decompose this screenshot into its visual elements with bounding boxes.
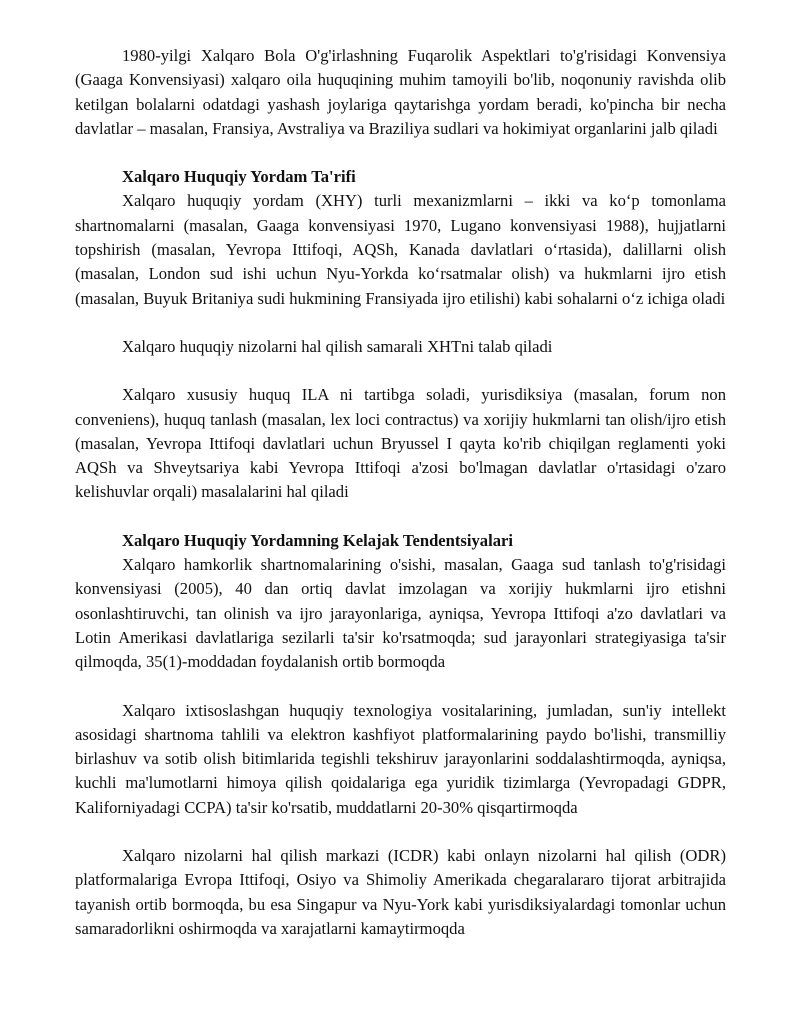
- paragraph-dispute-resolution: Xalqaro huquqiy nizolarni hal qilish samarali XHTni talab qiladi: [122, 336, 553, 356]
- paragraph-legal-technology: Xalqaro ixtisoslashgan huquqiy texnologiya vositalarining, jumladan, sun'iy intellekt asosidagi shartnoma tahlili va elektron kashfiyot platformalarining paydo bo'lishi, transmilliy birlashuv va sotib olish bitimlarida tegishli tekshiruv jarayonlarini soddalashtirmoqda, ayniqsa, kuchli ma'lumotlarni himoya qilish qoidalariga ega yuridik tizimlarga (Yevropadagi GDPR, Kaliforniyadagi CCPA) ta'sir ko'rsatib, muddatlarni 20-30% qisqartirmoqda: [75, 700, 726, 817]
- heading-future-trends: Xalqaro Huquqiy Yordamning Kelajak Tendentsiyalari: [122, 530, 513, 550]
- paragraph-legal-assistance-mechanisms: Xalqaro huquqiy yordam (XHY) turli mexanizmlarni – ikki va ko‘p tomonlama shartnomalarni (masalan, Gaaga konvensiyasi 1970, Lugano konvensiyasi 1988), hujjatlarni topshirish (masalan, Yevropa Ittifoqi, AQSh, Kanada davlatlari o‘rtasida), dalillarni olish (masalan, London sud ishi uchun Nyu-Yorkda ko‘rsatmalar olish) va hukmlarni ijro etish (masalan, Buyuk Britaniya sudi hukmining Fransiyada ijro etilishi) kabi sohalarni o‘z ichiga oladi: [75, 191, 726, 308]
- document-page: [75, 44, 726, 941]
- paragraph-online-dispute-resolution: Xalqaro nizolarni hal qilish markazi (ICDR) kabi onlayn nizolarni hal qilish (ODR) platformalariga Evropa Ittifoqi, Osiyo va Shimoliy Amerikada chegaralararo tijorat arbitrajida tayanish ortib bormoqda, bu esa Singapur va Nyu-York kabi yurisdiksiyalardagi tomonlar uchun samaradorlikni oshirmoqda va xarajatlarni kamaytirmoqda: [75, 846, 726, 938]
- paragraph-private-international-law: Xalqaro xususiy huquq ILA ni tartibga soladi, yurisdiksiya (masalan, forum non conveniens), huquq tanlash (masalan, lex loci contractus) va xorijiy hukmlarni tan olish/ijro etish (masalan, Yevropa Ittifoqi davlatlari uchun Bryussel I qayta ko'rib chiqilgan reglamenti yoki AQSh va Shveytsariya kabi Yevropa Ittifoqi a'zosi bo'lmagan davlatlar o'rtasidagi o'zaro kelishuvlar orqali) masalalarini hal qiladi: [75, 385, 726, 502]
- paragraph-cooperation-treaties: Xalqaro hamkorlik shartnomalarining o'sishi, masalan, Gaaga sud tanlash to'g'risidagi konvensiyasi (2005), 40 dan ortiq davlat imzolagan va xorijiy hukmlarni ijro etishni osonlashtiruvchi, tan olinish va ijro jarayonlariga, ayniqsa, Yevropa Ittifoqi a'zo davlatlari va Lotin Amerikasi davlatlariga sezilarli ta'sir ko'rsatmoqda; sud jarayonlari strategiyasiga ta'sir qilmoqda, 35(1)-moddadan foydalanish ortib bormoqda: [75, 555, 726, 672]
- heading-legal-assistance-definition: Xalqaro Huquqiy Yordam Ta'rifi: [122, 167, 356, 187]
- paragraph-hague-convention: 1980-yilgi Xalqaro Bola O'g'irlashning Fuqarolik Aspektlari to'g'risidagi Konvensiya (Gaaga Konvensiyasi) xalqaro oila huquqining muhim tamoyili bo'lib, noqonuniy ravishda olib ketilgan bolalarni odatdagi yashash joylariga qaytarishga yordam beradi, ko'pincha bir necha davlatlar – masalan, Fransiya, Avstraliya va Braziliya sudlari va hokimiyat organlarini jalb qiladi: [75, 46, 726, 138]
